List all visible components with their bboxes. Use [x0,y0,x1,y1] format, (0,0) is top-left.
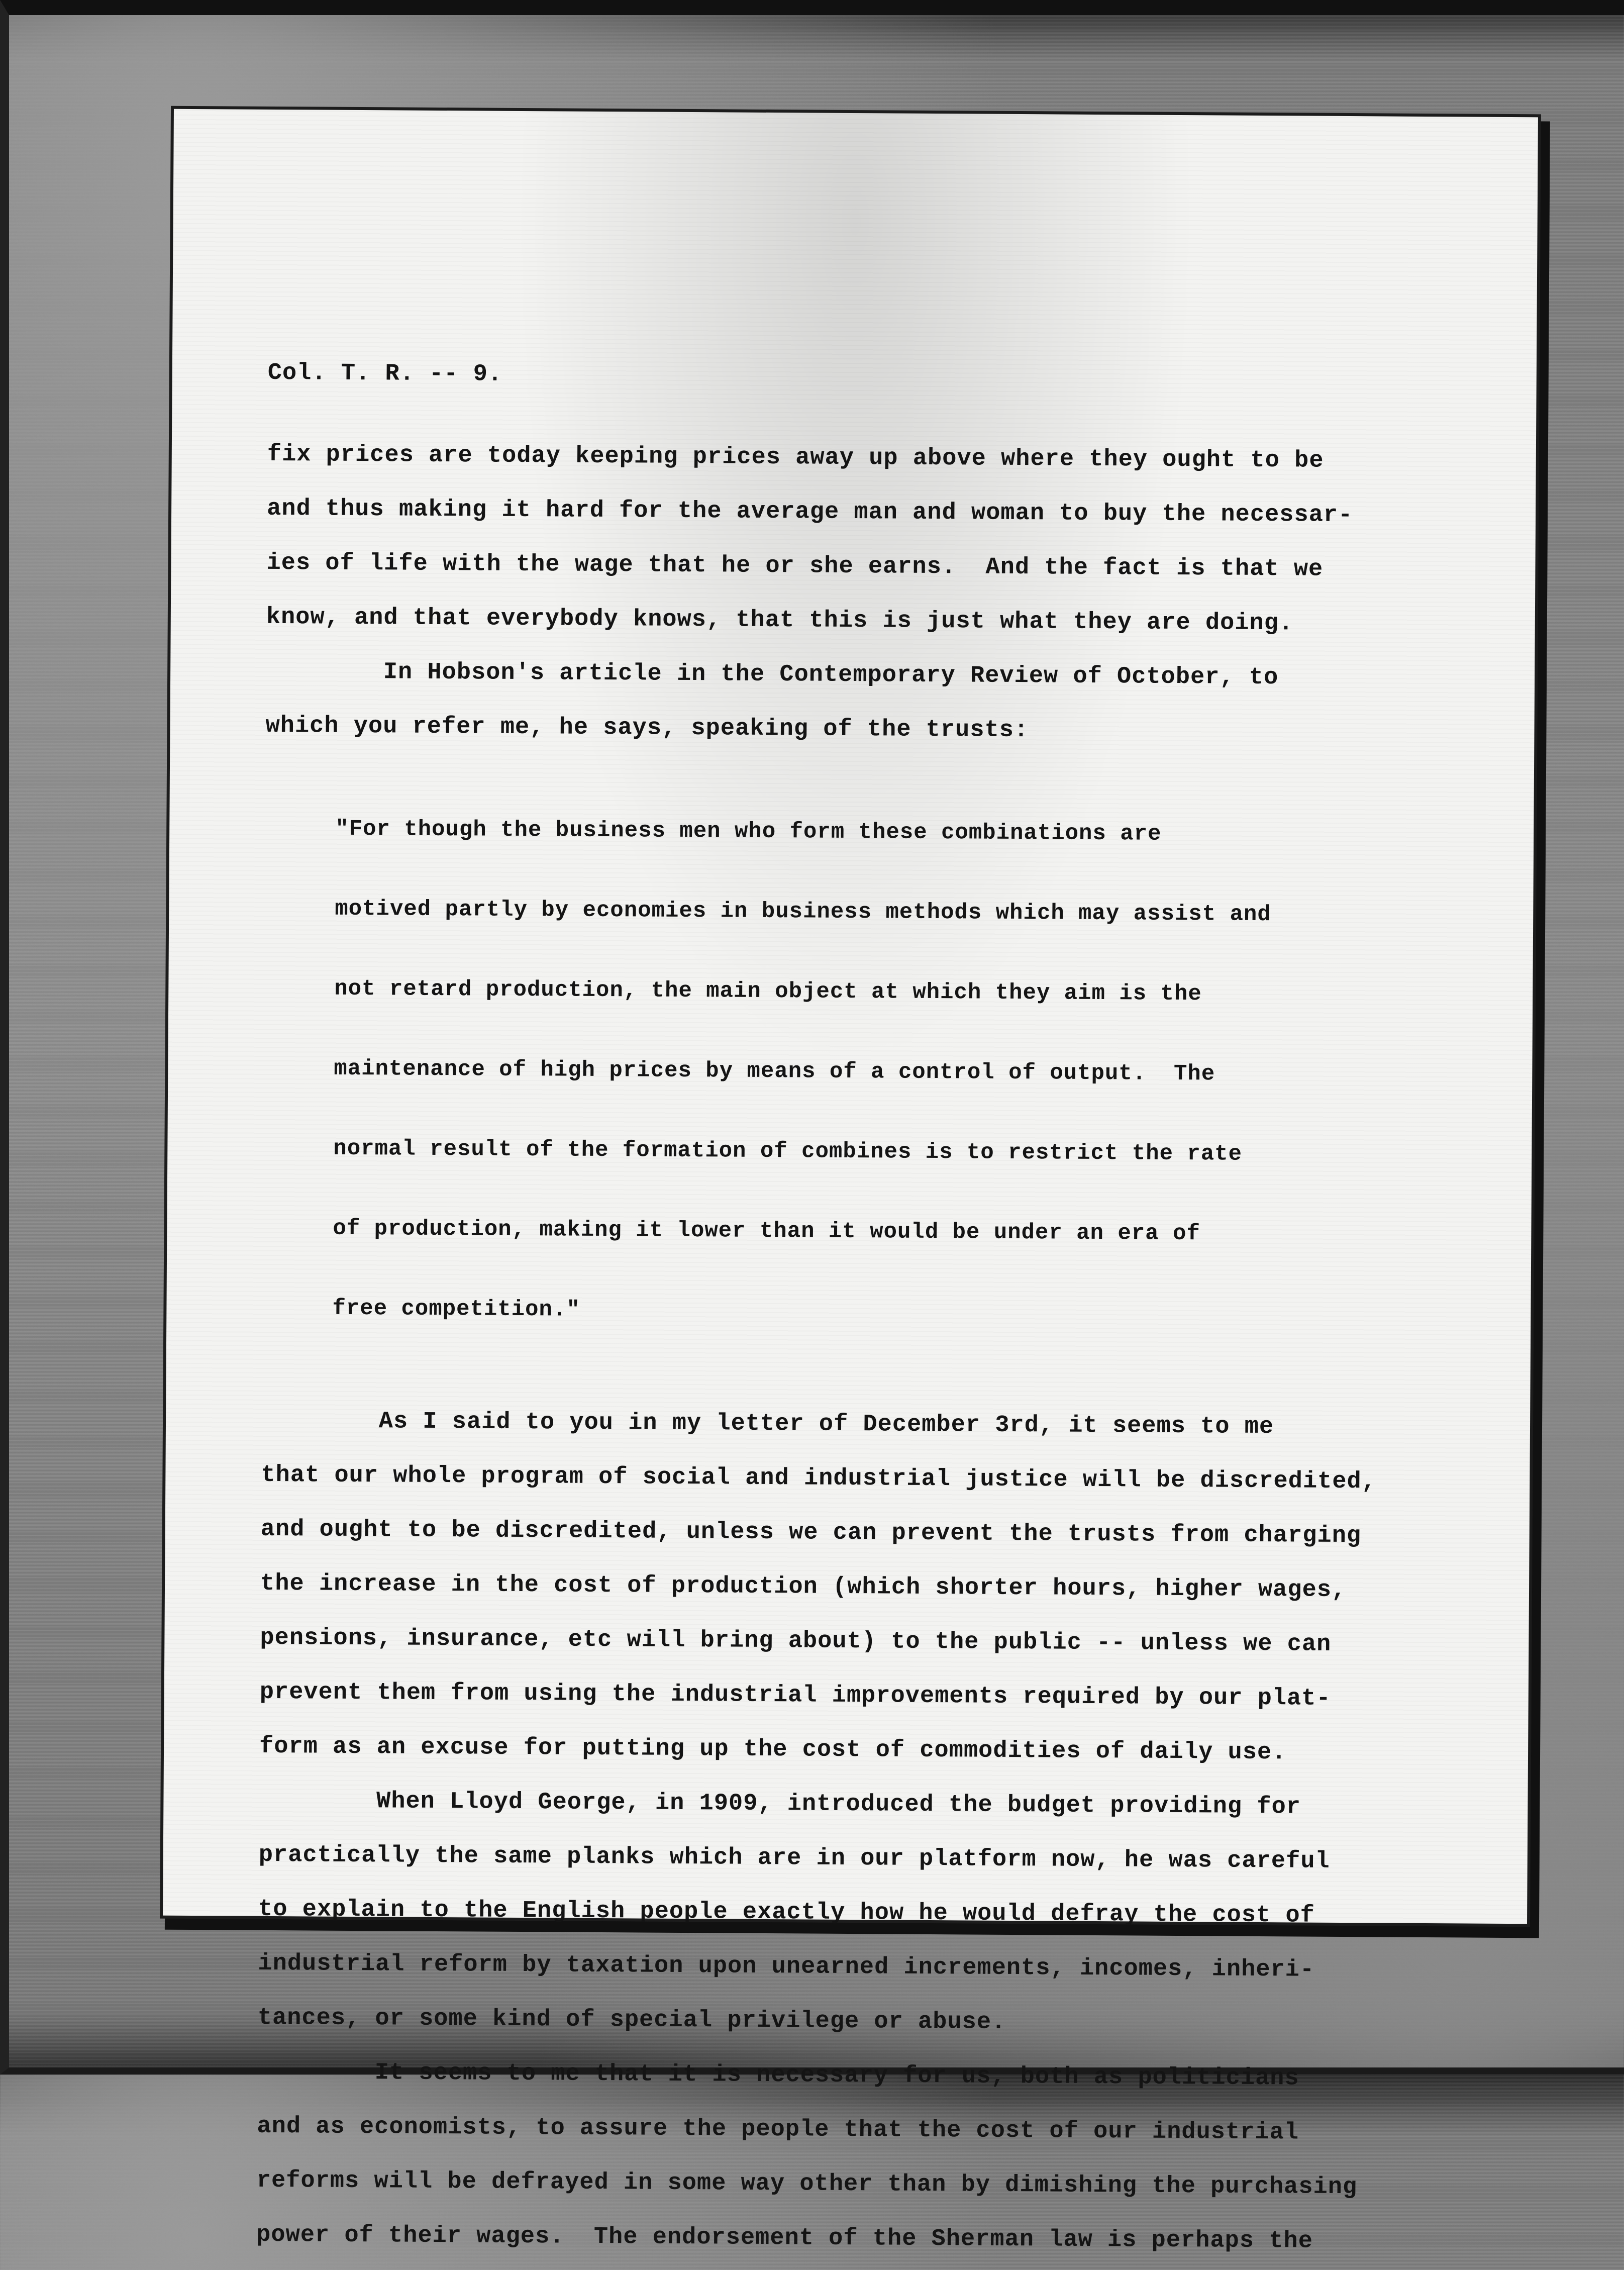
text-line: It seems to me that it is necessary for us, both as politicians [257,2058,1299,2092]
quote-line: "For though the business men who form these combinations are [335,816,1162,847]
text-line: As I said to you in my letter of December 3rd, it seems to me [261,1407,1274,1441]
paragraph-5 [256,2045,1454,2270]
text-line: which you refer me, he says, speaking of the trusts: [265,712,1029,744]
text-line: form as an excuse for putting up the cost of commodities of daily use. [259,1733,1287,1766]
quote-line: normal result of the formation of combines is to restrict the rate [333,1136,1243,1167]
letter-body [256,358,1464,2269]
text-line: that our whole program of social and industrial justice will be discredited, [261,1461,1377,1496]
text-line: to explain to the English people exactly how he would defray the cost of [258,1896,1315,1929]
quote-line: maintenance of high prices by means of a control of output. The [334,1056,1215,1087]
text-line: and as economists, to assure the people that the cost of our industrial [257,2113,1299,2146]
quote-line: of production, making it lower than it would be under an era of [333,1216,1201,1247]
text-line: prevent them from using the industrial improvements required by our plat- [259,1679,1331,1712]
text-line: reforms will be defrayed in some way other than by dimishing the purchasing [256,2167,1358,2201]
text-line: tances, or some kind of special privilege or abuse. [257,2004,1006,2036]
text-line: pensions, insurance, etc will bring about) to the public -- unless we can [260,1624,1332,1658]
text-line: and ought to be discredited, unless we can prevent the trusts from charging [260,1516,1362,1550]
quote-line: motived partly by economies in business methods which may assist and [335,896,1271,928]
text-line: In Hobson's article in the Contemporary Review of October, to [266,658,1279,692]
paragraph-1 [266,428,1463,652]
text-line: When Lloyd George, in 1909, introduced the budget providing for [259,1787,1301,1821]
paragraph-3 [259,1394,1458,1782]
page-header: Col. T. R. -- 9. [267,359,503,388]
typewritten-page [163,109,1538,2255]
paragraph-2 [265,645,1462,761]
text-line: industrial reform by taxation upon unearned increments, incomes, inheri- [258,1950,1315,1984]
text-line: ies of life with the wage that he or she earns. And the fact is that we [266,549,1324,583]
paragraph-4 [257,1774,1455,2053]
text-line: practically the same planks which are in our platform now, he was careful [258,1841,1330,1875]
text-line: power of their wages. The endorsement of the Sherman law is perhaps the [256,2221,1313,2255]
quote-line: not retard production, the main object at which they aim is the [334,976,1202,1007]
quote-line: free competition." [332,1296,580,1323]
text-line: and thus making it hard for the average man and woman to buy the necessar- [266,495,1353,529]
text-line: know, and that everybody knows, that this is just what they are doing. [266,604,1294,637]
text-line: fix prices are today keeping prices away up above where they ought to be [267,441,1324,474]
text-line: the increase in the cost of production (which shorter hours, higher wages, [260,1570,1347,1604]
block-quote [332,763,1461,1383]
